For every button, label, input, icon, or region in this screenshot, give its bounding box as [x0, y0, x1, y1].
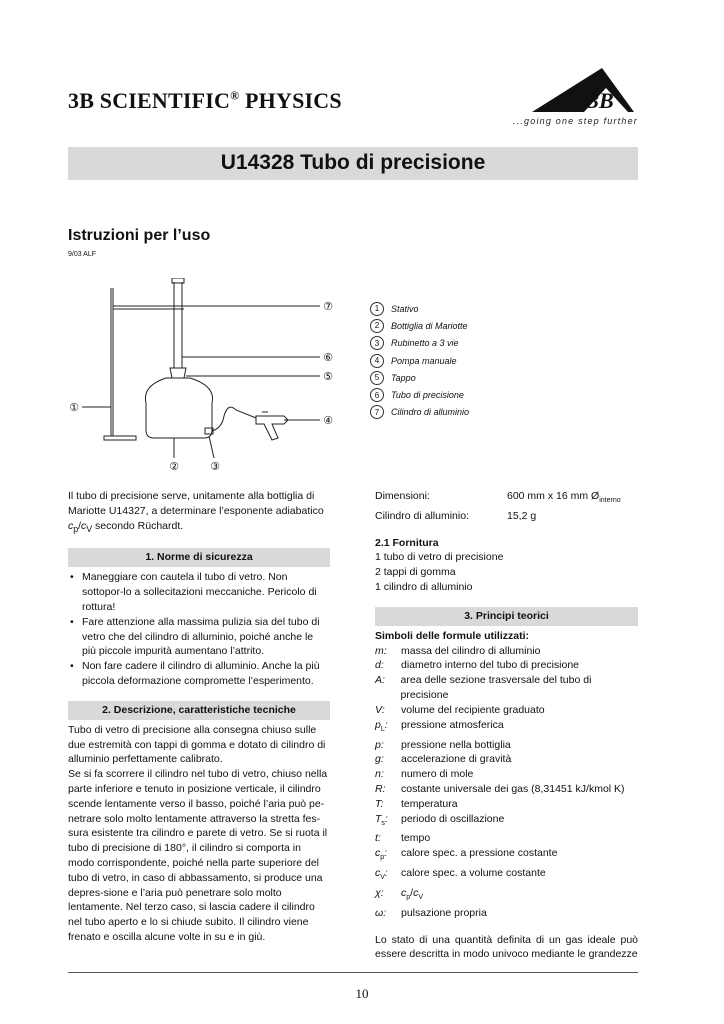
- section-heading-theory: 3. Principi teorici: [375, 607, 638, 626]
- symbol-row: n: numero di mole: [375, 768, 474, 781]
- symbol-row: T: temperatura: [375, 797, 458, 810]
- symbol-row: m: massa del cilindro di alluminio: [375, 644, 541, 657]
- spec-row: Dimensioni: 600 mm x 16 mm $Ø_{interno}$: [375, 490, 621, 505]
- tagline: ...going one step further: [512, 116, 638, 126]
- symbols-heading: Simboli delle formule utilizzati:: [375, 629, 530, 642]
- 3b-logo: [530, 66, 638, 114]
- list-item: • Maneggiare con cautela il tubo di vetro. Non sottopor-lo a sollecitazioni meccaniche. Pericolo di rottura!: [68, 570, 330, 614]
- legend-item: 3 Rubinetto a 3 vie: [370, 335, 469, 352]
- symbol-row: $c_p$: calore spec. a pressione costante: [375, 847, 558, 862]
- date-code: 9/03 ALF: [68, 251, 97, 258]
- left-column: [68, 489, 330, 945]
- list-item: 1 cilindro di alluminio: [375, 581, 473, 594]
- symbol-row: g: accelerazione di gravità: [375, 753, 512, 766]
- symbol-row: $p_L$: pressione atmosferica: [375, 718, 504, 733]
- list-item: 1 tubo di vetro di precisione: [375, 551, 504, 564]
- right-column: [375, 489, 638, 962]
- footer-rule: [68, 972, 638, 973]
- description-paragraph: Tubo di vetro di precisione alla consegna chiuso sulle due estremità con tappi di gomma e dotato di cilindro di alluminio perfettamente calibrato.: [68, 723, 326, 766]
- callout-6: ⑥: [323, 351, 333, 364]
- safety-list: [68, 570, 330, 688]
- section-subtitle: Istruzioni per l’uso: [68, 227, 211, 244]
- brand-title: 3B SCIENTIFIC® PHYSICS: [68, 88, 342, 113]
- document-title: U14328 Tubo di precisione: [220, 151, 486, 174]
- symbol-row: t: tempo: [375, 832, 431, 845]
- legend-item: 4 Pompa manuale: [370, 352, 469, 369]
- symbol-row: d: diametro interno del tubo di precisione: [375, 659, 580, 672]
- callout-1: ①: [69, 401, 79, 414]
- fornitura-heading: 2.1 Fornitura: [375, 536, 439, 549]
- legend-item: 1 Stativo: [370, 300, 469, 317]
- page-number: 10: [355, 986, 369, 1001]
- list-item: • Non fare cadere il cilindro di alluminio. Anche la più piccola deformazione compromette l’esperimento.: [68, 659, 330, 689]
- legend-item: 7 Cilindro di alluminio: [370, 404, 469, 421]
- theory-paragraph: Lo stato di una quantità definita di un gas ideale può essere descritta in modo univoco mediante le grandezze: [375, 933, 638, 961]
- legend-item: 2 Bottiglia di Mariotte: [370, 317, 469, 334]
- symbol-row: A: area delle sezione trasversale del tubo di precisione: [375, 674, 592, 702]
- callout-7: ⑦: [323, 300, 333, 313]
- symbol-row: $c_V$: calore spec. a volume costante: [375, 867, 546, 882]
- legend-item: 5 Tappo: [370, 369, 469, 386]
- intro-paragraph: Il tubo di precisione serve, unitamente alla bottiglia di Mariotte U14327, a determinare l’esponente adiabatico $c_p/c_V$ secondo Rüchardt.: [68, 490, 324, 534]
- section-heading-description: 2. Descrizione, caratteristiche tecniche: [68, 701, 330, 720]
- document-title-bar: [68, 147, 638, 180]
- callout-4: ④: [323, 414, 333, 427]
- list-item: 2 tappi di gomma: [375, 566, 456, 579]
- callout-2: ②: [169, 460, 179, 473]
- symbol-row: p: pressione nella bottiglia: [375, 738, 511, 751]
- symbol-row: V: volume del recipiente graduato: [375, 703, 545, 716]
- legend-item: 6 Tubo di precisione: [370, 386, 469, 403]
- apparatus-diagram: [66, 278, 342, 474]
- callout-5: ⑤: [323, 370, 333, 383]
- callout-3: ③: [210, 460, 220, 473]
- figure-legend: [370, 300, 469, 421]
- symbol-row: R: costante universale dei gas (8,31451 kJ/kmol K): [375, 782, 625, 795]
- svg-text:3B: 3B: [588, 88, 614, 113]
- symbol-row: χ: $c_p/c_V$: [375, 887, 423, 902]
- section-heading-safety: 1. Norme di sicurezza: [68, 548, 330, 567]
- spec-row: Cilindro di alluminio: 15,2 g: [375, 509, 537, 522]
- symbol-row: $T_s$: periodo di oscillazione: [375, 812, 505, 827]
- list-item: • Fare attenzione alla massima pulizia sia del tubo di vetro che del cilindro di alluminio, poiché anche le più piccole impurità aumentano l’attrito.: [68, 615, 330, 659]
- description-paragraph: Se si fa scorrere il cilindro nel tubo di vetro, chiuso nella parte inferiore e tenuto in posizione verticale, il cilindro scende lentamente verso il basso, poiché l’aria può pe-netrare solo molto lentamente attraverso la stretta fes-sura esistente tra cilindro e parete di vetro. Se si ruota il tubo di precisione di 180°, il cilindro si comporta in modo corrispondente, poiché nella parte superiore del tubo di vetro, in caso di abbassamento, si produce una depres-sione e l’aria può penetrare solo molto lentamente. Nel terzo caso, si lascia cadere il cilindro nel tubo aperto e lo si chiude subito. Il cilindro viene frenato e oscilla alcune volte in su e in giù.: [68, 768, 328, 944]
- symbol-row: ω: pulsazione propria: [375, 906, 487, 919]
